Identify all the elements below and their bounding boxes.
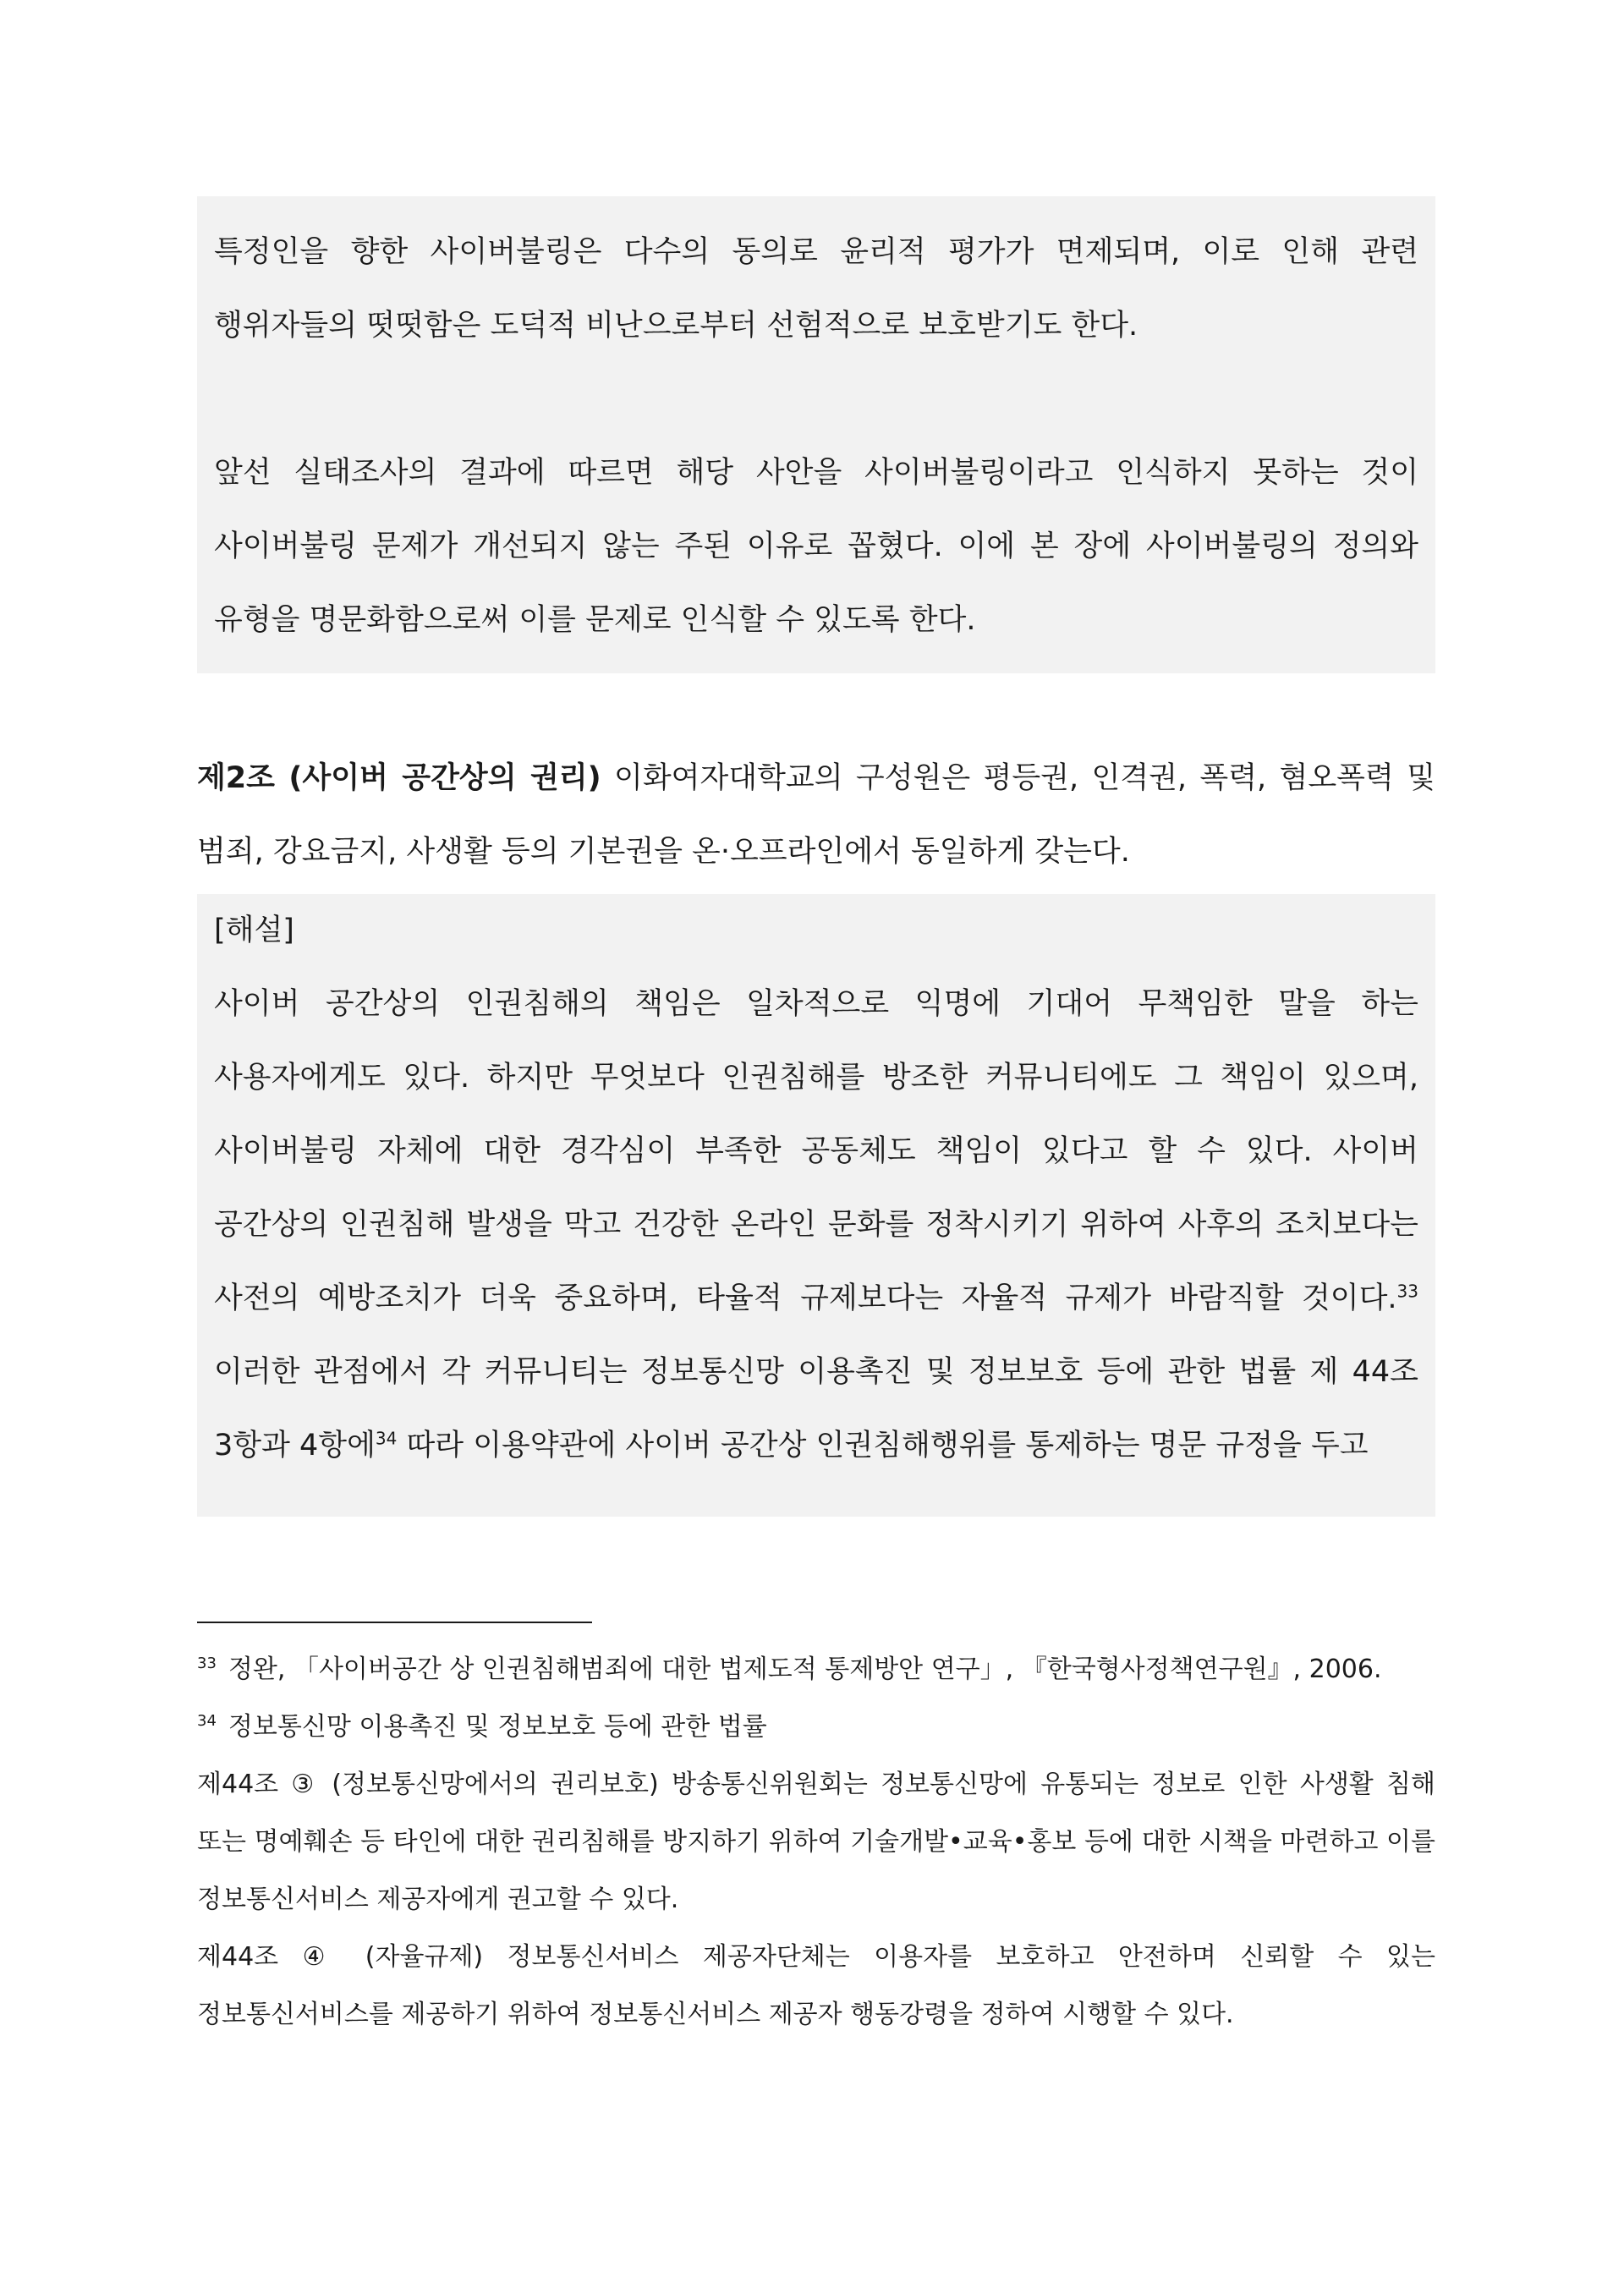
footnote-34-clause-4: 제44조 ④ (자율규제) 정보통신서비스 제공자단체는 이용자를 보호하고 안전하며 신뢰할 수 있는 정보통신서비스를 제공하기 위하여 정보통신서비스 제공자 행동강령을 정하여 시행할 수 있다. — [197, 1942, 1435, 2029]
commentary-label: [해설] — [214, 914, 294, 947]
commentary-box — [197, 894, 1435, 1517]
commentary-text-part-2: 이러한 관점에서 각 커뮤니티는 정보통신망 이용촉진 및 정보보호 등에 관한 법률 제 44조 3항과 4항에 — [214, 1355, 1418, 1463]
footnote-34-clause-3: 제44조 ③ (정보통신망에서의 권리보호) 방송통신위원회는 정보통신망에 유통되는 정보로 인한 사생활 침해 또는 명예훼손 등 타인에 대한 권리침해를 방지하기 위하여 기술개발•교육•홍보 등에 대한 시책을 마련하고 이를 정보통신서비스 제공자에게 권고할 수 있다. — [197, 1770, 1435, 1914]
article-2 — [197, 742, 1435, 889]
footnote-34-mark: 34 — [197, 1712, 217, 1730]
article-2-heading: 제2조 (사이버 공간상의 권리) — [197, 761, 601, 795]
footnote-ref-34[interactable]: 34 — [375, 1428, 398, 1449]
commentary-text-part-1: 사이버 공간상의 인권침해의 책임은 일차적으로 익명에 기대어 무책임한 말을 하는 사용자에게도 있다. 하지만 무엇보다 인권침해를 방조한 커뮤니티에도 그 책임이 있으며, 사이버불링 자체에 대한 경각심이 부족한 공동체도 책임이 있다고 할 수 있다. 사이버 공간상의 인권침해 발생을 막고 건강한 온라인 문화를 정착시키기 위하여 사후의 조치보다는 사전의 예방조치가 더욱 중요하며, 타율적 규제보다는 자율적 규제가 바람직할 것이다. — [214, 987, 1418, 1315]
intro-paragraph-2: 앞선 실태조사의 결과에 따르면 해당 사안을 사이버불링이라고 인식하지 못하는 것이 사이버불링 문제가 개선되지 않는 주된 이유로 꼽혔다. 이에 본 장에 사이버불링의 정의와 유형을 명문화함으로써 이를 문제로 인식할 수 있도록 한다. — [214, 456, 1418, 637]
footnote-33 — [197, 1641, 1435, 1699]
footnote-34 — [197, 1699, 1435, 1756]
footnotes — [197, 1641, 1435, 2044]
footnote-33-text: 정완, 「사이버공간 상 인권침해범죄에 대한 법제도적 통제방안 연구」, 『한국형사정책연구원』, 2006. — [228, 1655, 1382, 1684]
intro-paragraph-1: 특정인을 향한 사이버불링은 다수의 동의로 윤리적 평가가 면제되며, 이로 인해 관련 행위자들의 떳떳함은 도덕적 비난으로부터 선험적으로 보호받기도 한다. — [214, 235, 1418, 343]
footnote-33-mark: 33 — [197, 1655, 217, 1672]
paragraph-spacer — [214, 363, 1418, 436]
commentary-text — [214, 968, 1418, 1483]
commentary-text-part-3: 따라 이용약관에 사이버 공간상 인권침해행위를 통제하는 명문 규정을 두고 — [397, 1429, 1369, 1463]
footnote-divider — [197, 1622, 592, 1623]
intro-commentary-box — [197, 196, 1435, 673]
article-2-text: 이화여자대학교의 구성원은 평등권, 인격권, 폭력, 혐오폭력 및 범죄, 강요금지, 사생활 등의 기본권을 온·오프라인에서 동일하게 갖는다. — [197, 761, 1436, 869]
footnote-ref-33[interactable]: 33 — [1396, 1281, 1418, 1302]
footnote-34-title: 정보통신망 이용촉진 및 정보보호 등에 관한 법률 — [228, 1712, 767, 1742]
